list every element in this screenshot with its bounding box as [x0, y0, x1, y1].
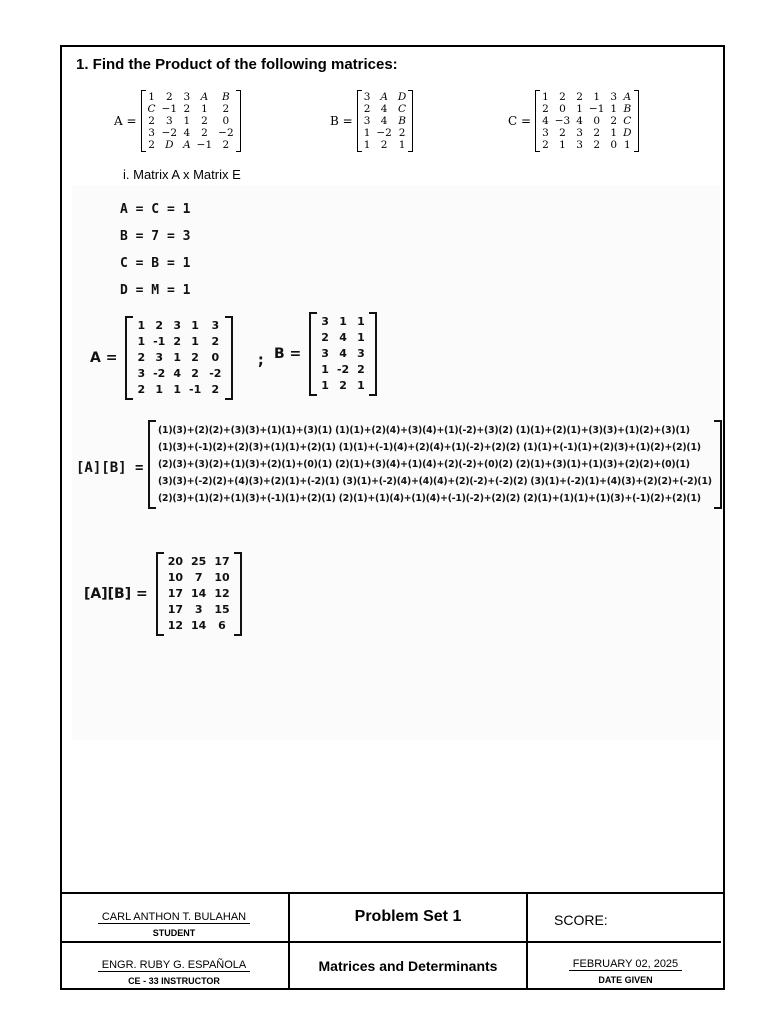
handwritten-matrix-cell: 12: [214, 587, 230, 600]
student-role: STUDENT: [152, 928, 196, 938]
matrix-b: [330, 90, 413, 152]
handwritten-matrix-cell: 3: [321, 315, 329, 328]
score-cell: [528, 894, 723, 941]
matrix-cell: 4: [576, 115, 583, 127]
matrix-cell: B: [222, 91, 230, 103]
matrix-cell: 2: [201, 127, 208, 139]
handwritten-matrix-label: A =: [90, 350, 118, 366]
handwritten-matrix-cell: 4: [339, 331, 347, 344]
matrix-cell: −3: [554, 115, 571, 127]
assignment-line: D = M = 1: [120, 283, 191, 298]
handwritten-matrix-cell: 1: [155, 383, 164, 396]
handwritten-matrix-cell: 14: [191, 619, 207, 632]
handwritten-matrix-cell: 3: [173, 319, 181, 332]
matrix-cell: 2: [148, 115, 155, 127]
product-expansion-row: (1)(3)+(2)(2)+(3)(3)+(1)(1)+(3)(1) (1)(1)+(2)(4)+(3)(4)+(1)(-2)+(3)(2) (1)(1)+(2)(1)+(3)(3)+(1)(2)+(3)(1): [158, 425, 690, 436]
matrix-label: A =: [114, 114, 137, 128]
matrix-cell: 2: [363, 103, 371, 115]
matrix-cell: 0: [559, 103, 566, 115]
matrix-cell: 2: [542, 139, 549, 151]
matrix-cell: 3: [363, 91, 371, 103]
handwritten-matrix-cell: 1: [357, 331, 365, 344]
student-cell: [60, 894, 288, 941]
matrix-cell: A: [200, 91, 209, 103]
matrix-cell: 1: [201, 103, 208, 115]
matrix-cell: B: [398, 115, 406, 127]
matrix-cell: 3: [542, 127, 549, 139]
student-name: CARL ANTHON T. BULAHAN: [98, 911, 250, 924]
handwritten-matrix-cell: 2: [211, 383, 220, 396]
handwritten-matrix-cell: 14: [191, 587, 207, 600]
matrix-cell: 2: [559, 91, 566, 103]
handwritten-matrix-cell: 1: [191, 335, 199, 348]
matrix-cell: −2: [161, 127, 178, 139]
handwritten-matrix-cell: 20: [167, 555, 184, 568]
handwritten-matrix-cell: 2: [137, 351, 146, 364]
handwritten-matrix-cell: 1: [173, 351, 181, 364]
instructor-role: CE - 33 INSTRUCTOR: [128, 976, 220, 986]
matrix-cell: A: [623, 91, 632, 103]
date-label: DATE GIVEN: [598, 975, 653, 985]
matrix-cell: 4: [380, 103, 388, 115]
handwritten-matrix-cell: 6: [218, 619, 226, 632]
matrix-cell: 3: [148, 127, 155, 139]
matrix-cell: D: [623, 127, 632, 139]
matrix-cell: D: [165, 139, 174, 151]
handwritten-matrix-cell: 10: [167, 571, 184, 584]
handwritten-matrix-cell: 3: [155, 351, 164, 364]
handwritten-matrix-cell: 3: [357, 347, 365, 360]
matrix-cell: 2: [380, 139, 388, 151]
handwritten-matrix-cell: 12: [167, 619, 184, 632]
matrix-cell: 3: [165, 115, 173, 127]
question-title: 1. Find the Product of the following matrices:: [76, 56, 398, 73]
handwritten-matrix-a: [90, 316, 233, 400]
matrix-cell: 3: [576, 127, 583, 139]
handwritten-matrix-cell: 1: [191, 319, 199, 332]
handwritten-matrix-cell: -2: [209, 367, 222, 380]
handwritten-matrix-cell: 1: [137, 319, 146, 332]
matrix-cell: 1: [559, 139, 566, 151]
matrix-cell: 3: [576, 139, 583, 151]
matrix-cell: C: [623, 115, 632, 127]
matrix-cell: 1: [623, 139, 631, 151]
matrix-cell: 1: [183, 115, 191, 127]
handwritten-matrix-cell: 2: [173, 335, 181, 348]
handwritten-matrix-cell: 1: [321, 379, 329, 392]
matrix-cell: A: [183, 139, 191, 151]
matrix-cell: 4: [380, 115, 388, 127]
matrix-cell: 2: [576, 91, 583, 103]
date-given: FEBRUARY 02, 2025: [569, 958, 682, 971]
matrix-cell: 2: [593, 139, 600, 151]
handwritten-matrix-cell: 2: [191, 351, 199, 364]
matrix-cell: 0: [222, 115, 230, 127]
handwritten-matrix-cell: 1: [321, 363, 329, 376]
variable-assignments: [120, 196, 190, 304]
matrix-cell: −2: [218, 127, 234, 139]
matrix-cell: 0: [593, 115, 600, 127]
handwritten-matrix-cell: -1: [189, 383, 202, 396]
matrix-cell: 2: [610, 115, 618, 127]
matrix-cell: C: [147, 103, 156, 115]
matrix-cell: 4: [542, 115, 549, 127]
matrix-cell: 2: [165, 91, 173, 103]
handwritten-matrix-cell: 17: [167, 603, 184, 616]
matrix-cell: 1: [398, 139, 406, 151]
matrix-cell: 3: [183, 91, 191, 103]
matrix-cell: B: [623, 103, 632, 115]
matrix-cell: 2: [398, 127, 406, 139]
matrix-cell: 1: [593, 91, 600, 103]
matrix-cell: 1: [610, 127, 618, 139]
matrix-cell: 1: [148, 91, 155, 103]
matrix-cell: 2: [559, 127, 566, 139]
handwritten-matrix-cell: 1: [357, 379, 365, 392]
handwritten-matrix-cell: 25: [191, 555, 207, 568]
matrix-cell: C: [398, 103, 407, 115]
problem-set-title: Problem Set 1: [354, 908, 462, 925]
matrix-a: [114, 90, 241, 152]
assignment-line: A = C = 1: [120, 202, 191, 217]
matrix-cell: 2: [542, 103, 549, 115]
handwritten-matrix-cell: 2: [321, 331, 329, 344]
product-expansion-row: (2)(3)+(3)(2)+(1)(3)+(2)(1)+(0)(1) (2)(1)+(3)(4)+(1)(4)+(2)(-2)+(0)(2) (2)(1)+(3)(1)+(1)(3)+(2)(2)+(0)(1): [158, 459, 690, 470]
matrix-label: C =: [508, 114, 532, 128]
matrix-cell: A: [380, 91, 388, 103]
matrix-cell: 1: [363, 127, 371, 139]
matrix-separator: ;: [256, 350, 266, 369]
matrix-cell: 2: [183, 103, 191, 115]
handwritten-matrix-cell: 2: [211, 335, 220, 348]
topic-title: Matrices and Determinants: [318, 958, 498, 974]
subquestion-label: i. Matrix A x Matrix E: [123, 167, 241, 182]
instructor-cell: [60, 943, 288, 990]
handwritten-matrix-cell: 1: [357, 315, 365, 328]
handwritten-matrix-cell: -2: [153, 367, 166, 380]
matrix-cell: 0: [610, 139, 618, 151]
score-label: SCORE:: [554, 912, 608, 928]
topic-cell: [290, 943, 526, 990]
matrix-cell: 2: [222, 139, 230, 151]
matrix-cell: 1: [576, 103, 583, 115]
handwritten-matrix-cell: 0: [211, 351, 220, 364]
handwritten-matrix-cell: 2: [191, 367, 199, 380]
handwritten-matrix-cell: -1: [153, 335, 166, 348]
matrix-cell: 2: [593, 127, 600, 139]
matrix-cell: 3: [610, 91, 618, 103]
handwritten-matrix-cell: 3: [321, 347, 329, 360]
handwritten-matrix-cell: 17: [167, 587, 184, 600]
handwritten-matrix-cell: 1: [173, 383, 181, 396]
handwritten-matrix-cell: 2: [137, 383, 146, 396]
product-expansion-matrix: [148, 420, 722, 509]
handwritten-matrix-b: [274, 312, 377, 396]
handwritten-matrix-cell: 3: [194, 603, 203, 616]
matrix-label: B =: [330, 114, 353, 128]
handwritten-matrix-cell: 1: [339, 315, 347, 328]
result-matrix: [84, 552, 242, 636]
matrix-cell: 4: [183, 127, 191, 139]
matrix-cell: 3: [363, 115, 371, 127]
matrix-cell: −1: [161, 103, 178, 115]
handwritten-matrix-cell: 7: [194, 571, 203, 584]
matrix-cell: 2: [148, 139, 155, 151]
handwritten-matrix-cell: 2: [357, 363, 365, 376]
matrix-cell: 1: [610, 103, 618, 115]
handwritten-matrix-cell: 10: [214, 571, 230, 584]
matrix-cell: −1: [196, 139, 213, 151]
problem-set-cell: [290, 894, 526, 941]
footer-table: [60, 892, 725, 990]
handwritten-matrix-cell: 4: [173, 367, 181, 380]
matrix-cell: D: [397, 91, 407, 103]
matrix-cell: −1: [588, 103, 605, 115]
product-expansion-row: (1)(3)+(-1)(2)+(2)(3)+(1)(1)+(2)(1) (1)(1)+(-1)(4)+(2)(4)+(1)(-2)+(2)(2) (1)(1)+(-1)(1)+(2)(3)+(1)(2)+(2)(1): [158, 442, 701, 453]
date-cell: [528, 943, 723, 990]
handwritten-matrix-cell: 4: [339, 347, 347, 360]
handwritten-matrix-cell: 17: [214, 555, 230, 568]
matrix-cell: 2: [201, 115, 208, 127]
matrix-cell: 2: [222, 103, 230, 115]
handwritten-matrix-cell: 15: [214, 603, 230, 616]
assignment-line: B = 7 = 3: [120, 229, 191, 244]
matrix-cell: −2: [376, 127, 392, 139]
handwritten-matrix-cell: 3: [211, 319, 220, 332]
matrix-cell: 1: [363, 139, 371, 151]
matrix-c: [508, 90, 639, 152]
assignment-line: C = B = 1: [120, 256, 191, 271]
matrix-cell: 1: [542, 91, 549, 103]
product-label: [A][B] =: [76, 460, 144, 476]
instructor-name: ENGR. RUBY G. ESPAÑOLA: [98, 959, 250, 972]
product-expansion-row: (2)(3)+(1)(2)+(1)(3)+(-1)(1)+(2)(1) (2)(1)+(1)(4)+(1)(4)+(-1)(-2)+(2)(2) (2)(1)+(1)(1)+(1)(3)+(-1)(2)+(2)(1): [158, 493, 701, 504]
handwritten-matrix-cell: -2: [336, 363, 350, 376]
handwritten-matrix-cell: 2: [339, 379, 347, 392]
handwritten-matrix-label: B =: [274, 346, 302, 362]
handwritten-matrix-cell: 3: [137, 367, 146, 380]
product-expansion-row: (3)(3)+(-2)(2)+(4)(3)+(2)(1)+(-2)(1) (3)(1)+(-2)(4)+(4)(4)+(2)(-2)+(-2)(2) (3)(1)+(-2)(1)+(4)(3)+(2)(2)+(-2)(1): [158, 476, 712, 487]
handwritten-matrix-label: [A][B] =: [84, 586, 148, 602]
handwritten-matrix-cell: 2: [155, 319, 164, 332]
handwritten-matrix-cell: 1: [137, 335, 146, 348]
